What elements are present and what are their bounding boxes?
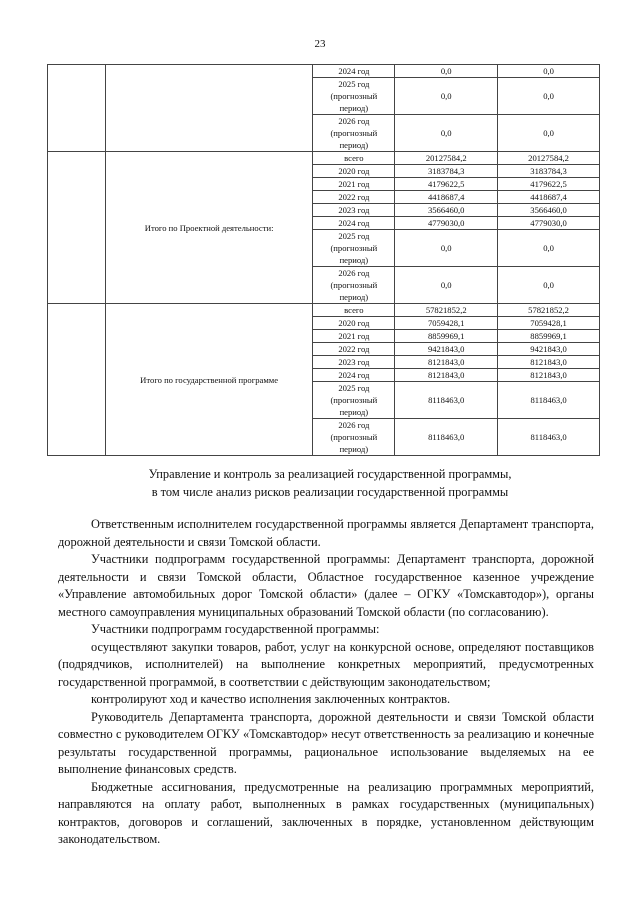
amount-cell: 3183784,3 (498, 165, 600, 178)
amount-cell: 3183784,3 (395, 165, 498, 178)
period-cell: 2026 год (прогнозный период) (313, 267, 395, 304)
amount-cell: 0,0 (498, 230, 600, 267)
table-row (48, 152, 600, 165)
table-row (48, 304, 600, 317)
amount-cell: 0,0 (395, 267, 498, 304)
paragraph: контролируют ход и качество исполнения заключенных контрактов. (91, 692, 451, 706)
period-cell: 2021 год (313, 330, 395, 343)
amount-cell: 8118463,0 (395, 419, 498, 456)
paragraph: Участники подпрограмм государственной программы: (91, 622, 380, 636)
amount-cell: 0,0 (395, 65, 498, 78)
amount-cell: 0,0 (395, 115, 498, 152)
section-heading (60, 465, 600, 501)
amount-cell: 8121843,0 (395, 369, 498, 382)
section-heading-line1: Управление и контроль за реализацией государственной программы, (148, 467, 512, 481)
amount-cell: 8121843,0 (395, 356, 498, 369)
amount-cell: 7059428,1 (498, 317, 600, 330)
amount-cell: 20127584,2 (498, 152, 600, 165)
paragraph: Руководитель Департамента транспорта, дорожной деятельности и связи Томской области совместно с руководителем ОГКУ «Томскавтодор» несут ответственность за реализацию и конечные результаты государственной программы, рациональное использование выделяемых на ее выполнение финансовых средств. (58, 709, 594, 776)
amount-cell: 0,0 (498, 115, 600, 152)
amount-cell: 8118463,0 (498, 419, 600, 456)
period-cell: 2022 год (313, 191, 395, 204)
amount-cell: 0,0 (395, 230, 498, 267)
paragraph: Бюджетные ассигнования, предусмотренные на реализацию программных мероприятий, направляются на оплату работ, выполненных в рамках государственных (муниципальных) контрактов, договоров и соглашений, заключенных в порядке, установленном действующим законодательством. (58, 779, 594, 846)
empty-cell (48, 152, 106, 304)
amount-cell: 8121843,0 (498, 356, 600, 369)
amount-cell: 9421843,0 (395, 343, 498, 356)
amount-cell: 57821852,2 (498, 304, 600, 317)
empty-cell (48, 304, 106, 456)
amount-cell: 0,0 (498, 267, 600, 304)
period-cell: 2025 год (прогнозный период) (313, 78, 395, 115)
paragraph: осуществляют закупки товаров, работ, услуг на конкурсной основе, определяют поставщиков (подрядчиков, исполнителей) на выполнение конкретных мероприятий, предусмотренных государственной программой, в соответствии с действующим законодательством; (58, 639, 594, 689)
amount-cell: 20127584,2 (395, 152, 498, 165)
paragraph: Участники подпрограмм государственной программы: Департамент транспорта, дорожной деятельности и связи Томской области, Областное государственное казенное учреждение «Управление автомобильных дорог Томской области» (далее – ОГКУ «Томскавтодор»), органы местного самоуправления муниципальных образований Томской области (по согласованию). (58, 552, 594, 619)
period-cell: 2026 год (прогнозный период) (313, 115, 395, 152)
amount-cell: 8118463,0 (498, 382, 600, 419)
empty-cell (48, 65, 106, 152)
amount-cell: 3566460,0 (498, 204, 600, 217)
amount-cell: 0,0 (498, 78, 600, 115)
amount-cell: 57821852,2 (395, 304, 498, 317)
section-heading-line2: в том числе анализ рисков реализации государственной программы (151, 485, 509, 499)
period-cell: 2020 год (313, 165, 395, 178)
amount-cell: 4179622,5 (395, 178, 498, 191)
paragraph: Ответственным исполнителем государственной программы является Департамент транспорта, дорожной деятельности и связи Томской области. (58, 517, 594, 549)
amount-cell: 9421843,0 (498, 343, 600, 356)
financing-table (47, 64, 600, 456)
amount-cell: 8859969,1 (395, 330, 498, 343)
amount-cell: 8118463,0 (395, 382, 498, 419)
amount-cell: 8859969,1 (498, 330, 600, 343)
period-cell: всего (313, 304, 395, 317)
period-cell: 2020 год (313, 317, 395, 330)
amount-cell: 4179622,5 (498, 178, 600, 191)
period-cell: 2025 год (прогнозный период) (313, 230, 395, 267)
amount-cell: 0,0 (498, 65, 600, 78)
empty-cell (105, 65, 313, 152)
amount-cell: 3566460,0 (395, 204, 498, 217)
period-cell: 2024 год (313, 369, 395, 382)
period-cell: 2021 год (313, 178, 395, 191)
period-cell: всего (313, 152, 395, 165)
table-row (48, 65, 600, 78)
period-cell: 2024 год (313, 65, 395, 78)
amount-cell: 8121843,0 (498, 369, 600, 382)
period-cell: 2022 год (313, 343, 395, 356)
period-cell: 2026 год (прогнозный период) (313, 419, 395, 456)
amount-cell: 4418687,4 (498, 191, 600, 204)
amount-cell: 7059428,1 (395, 317, 498, 330)
amount-cell: 0,0 (395, 78, 498, 115)
amount-cell: 4418687,4 (395, 191, 498, 204)
period-cell: 2023 год (313, 204, 395, 217)
group-label: Итого по государственной программе (105, 304, 313, 456)
period-cell: 2023 год (313, 356, 395, 369)
group-label: Итого по Проектной деятельности: (105, 152, 313, 304)
page-number: 23 (314, 38, 326, 50)
amount-cell: 4779030,0 (498, 217, 600, 230)
section-body (58, 516, 594, 849)
amount-cell: 4779030,0 (395, 217, 498, 230)
period-cell: 2024 год (313, 217, 395, 230)
period-cell: 2025 год (прогнозный период) (313, 382, 395, 419)
